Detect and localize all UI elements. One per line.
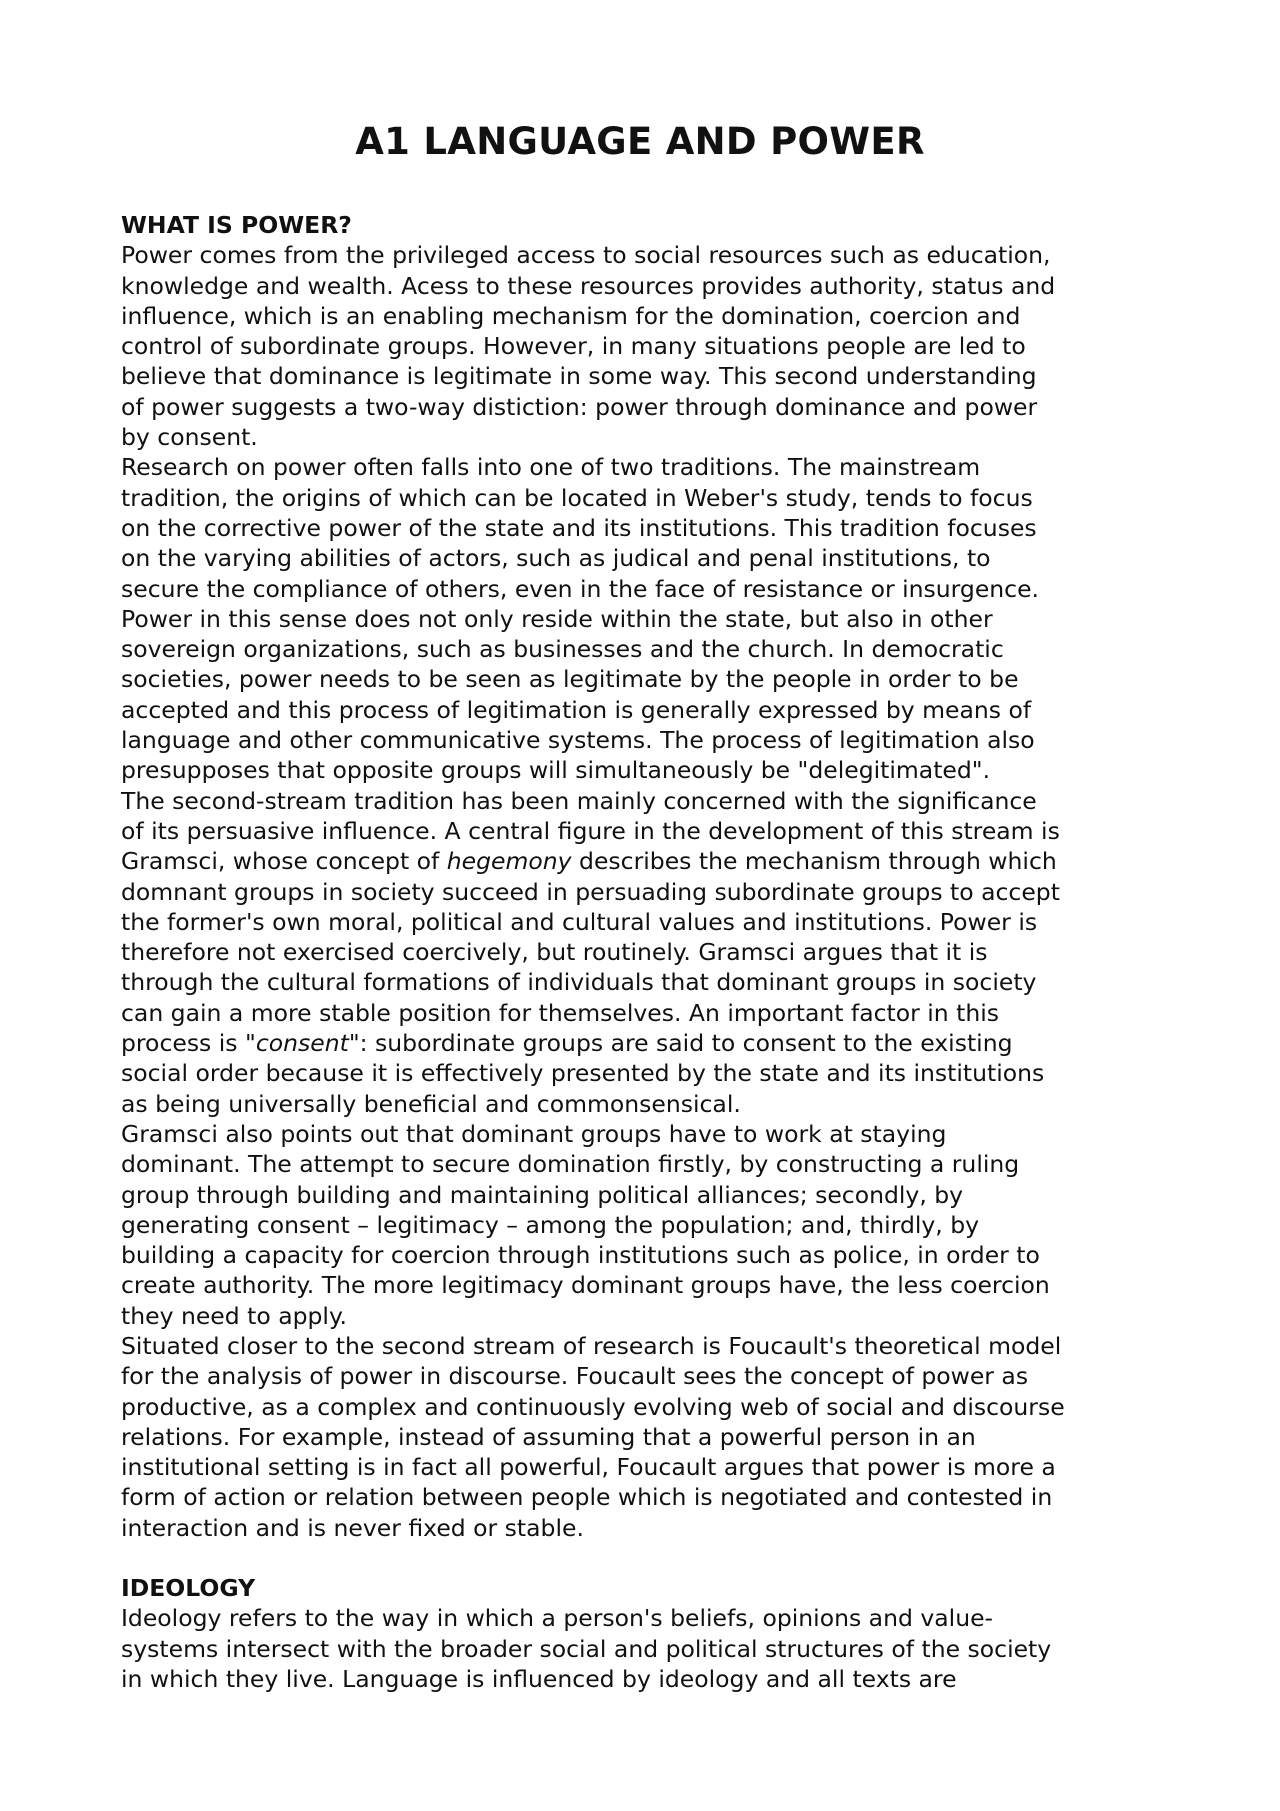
section-body (121, 240, 1171, 1543)
emphasized-term: hegemony (446, 847, 572, 876)
text-line: Gramsci also points out that dominant groups have to work at staying (121, 1119, 947, 1148)
text-line (121, 1028, 1171, 1058)
text-line: relations. For example, instead of assuming that a powerful person in an (121, 1422, 976, 1451)
text-line: they need to apply. (121, 1301, 347, 1330)
text-line: dominant. The attempt to secure domination firstly, by constructing a ruling (121, 1150, 1020, 1179)
text-line: Research on power often falls into one of two traditions. The mainstream (121, 453, 981, 482)
page-title: A1 LANGUAGE AND POWER (355, 120, 925, 163)
text-line: sovereign organizations, such as businesses and the church. In democratic (121, 635, 1004, 664)
text-line: the former's own moral, political and cultural values and institutions. Power is (121, 907, 1038, 936)
text-line: Situated closer to the second stream of research is Foucault's theoretical model (121, 1331, 1062, 1360)
emphasized-term: consent (255, 1029, 349, 1058)
text-line: through the cultural formations of individuals that dominant groups in society (121, 968, 1037, 997)
text-line: of its persuasive influence. A central figure in the development of this stream is (121, 816, 1060, 845)
section-heading: WHAT IS POWER? (121, 211, 352, 239)
section-what-is-power (121, 210, 1171, 1543)
text-line: Ideology refers to the way in which a person's beliefs, opinions and value- (121, 1604, 994, 1633)
text-line: presupposes that opposite groups will simultaneously be "delegitimated". (121, 756, 991, 785)
text-segment: ": subordinate groups are said to consent to the existing (348, 1029, 1013, 1058)
text-line: on the varying abilities of actors, such as judical and penal institutions, to (121, 544, 991, 573)
text-line: in which they live. Language is influenced by ideology and all texts are (121, 1664, 957, 1693)
text-line: for the analysis of power in discourse. Foucault sees the concept of power as (121, 1362, 1029, 1391)
text-line: social order because it is effectively presented by the state and its institutions (121, 1059, 1045, 1088)
text-line: can gain a more stable position for themselves. An important factor in this (121, 998, 1000, 1027)
text-line: institutional setting is in fact all powerful, Foucault argues that power is more a (121, 1453, 1056, 1482)
text-line: by consent. (121, 423, 258, 452)
text-line: language and other communicative systems. The process of legitimation also (121, 726, 1035, 755)
section-body (121, 1603, 1171, 1694)
text-line: interaction and is never fixed or stable. (121, 1513, 584, 1542)
section-heading: IDEOLOGY (121, 1574, 256, 1602)
text-segment: Gramsci, whose concept of (121, 847, 447, 876)
text-line: of power suggests a two-way distiction: power through dominance and power (121, 392, 1038, 421)
text-line: secure the compliance of others, even in the face of resistance or insurgence. (121, 574, 1040, 603)
text-line: tradition, the origins of which can be located in Weber's study, tends to focus (121, 483, 1033, 512)
text-line: therefore not exercised coercively, but routinely. Gramsci argues that it is (121, 938, 988, 967)
text-line: control of subordinate groups. However, in many situations people are led to (121, 332, 1026, 361)
text-line: Power in this sense does not only reside within the state, but also in other (121, 604, 993, 633)
text-line: influence, which is an enabling mechanism for the domination, coercion and (121, 301, 1021, 330)
text-line: form of action or relation between people which is negotiated and contested in (121, 1483, 1053, 1512)
text-line (121, 846, 1171, 876)
section-ideology (121, 1573, 1171, 1694)
text-line: accepted and this process of legitimation is generally expressed by means of (121, 695, 1032, 724)
text-line: societies, power needs to be seen as legitimate by the people in order to be (121, 665, 1019, 694)
text-line: create authority. The more legitimacy dominant groups have, the less coercion (121, 1271, 1050, 1300)
text-line: systems intersect with the broader social and political structures of the society (121, 1634, 1052, 1663)
text-line: as being universally beneficial and commonsensical. (121, 1089, 741, 1118)
text-line: group through building and maintaining political alliances; secondly, by (121, 1180, 964, 1209)
text-line: knowledge and wealth. Acess to these resources provides authority, status and (121, 271, 1056, 300)
text-line: The second-stream tradition has been mainly concerned with the significance (121, 786, 1037, 815)
text-segment: process is " (121, 1029, 256, 1058)
text-line: Power comes from the privileged access to social resources such as education, (121, 241, 1051, 270)
text-line: on the corrective power of the state and its institutions. This tradition focuses (121, 513, 1037, 542)
text-segment: describes the mechanism through which (571, 847, 1057, 876)
text-line: generating consent – legitimacy – among the population; and, thirdly, by (121, 1210, 980, 1239)
text-line: building a capacity for coercion through institutions such as police, in order to (121, 1241, 1040, 1270)
text-line: believe that dominance is legitimate in some way. This second understanding (121, 362, 1037, 391)
text-line: productive, as a complex and continuously evolving web of social and discourse (121, 1392, 1065, 1421)
text-line: domnant groups in society succeed in persuading subordinate groups to accept (121, 877, 1060, 906)
